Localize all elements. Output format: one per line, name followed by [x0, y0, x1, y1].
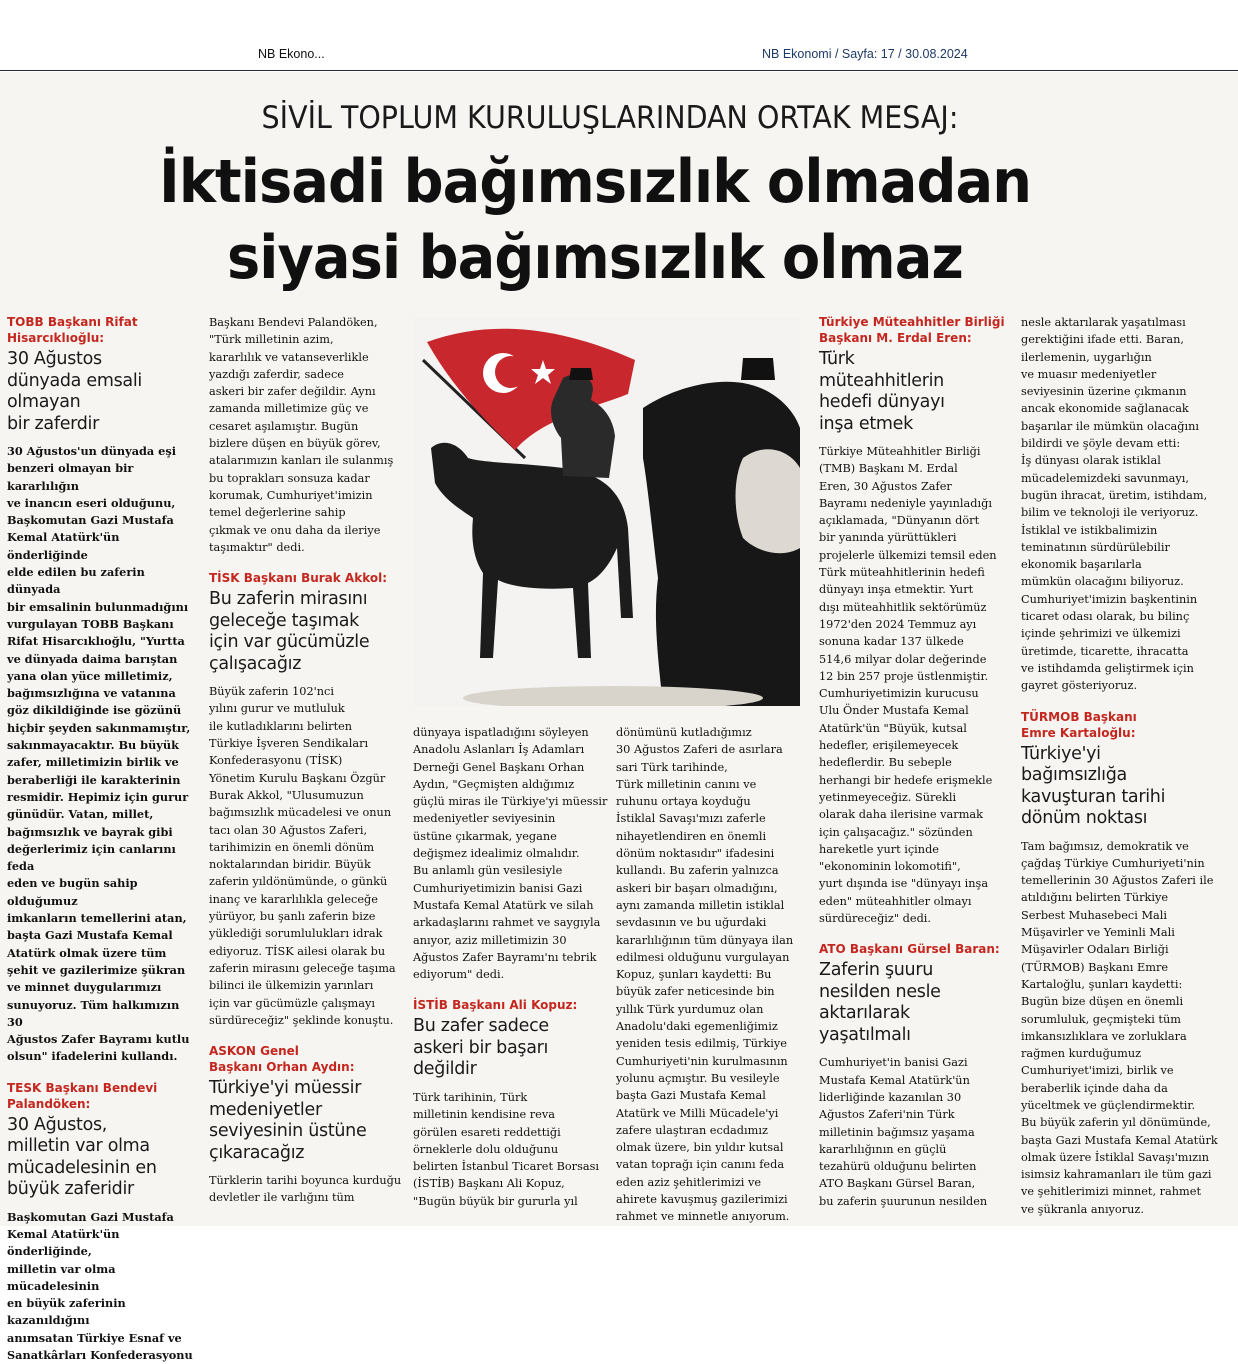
horse-head-white: [736, 449, 801, 553]
speaker-label: TOBB Başkanı Rifat: [7, 315, 138, 329]
headline-line-2: siyasi bağımsızlık olmaz: [227, 223, 963, 293]
column-3: [413, 724, 609, 1210]
speaker-label: Türkiye Müteahhitler Birliği: [819, 315, 1005, 329]
speaker-label: Başkanı M. Erdal Eren:: [819, 331, 972, 345]
speaker-label: Emre Kartaloğlu:: [1021, 725, 1136, 740]
column-5: [819, 314, 1015, 1210]
source-full: NB Ekonomi / Sayfa: 17 / 30.08.2024: [762, 47, 968, 61]
clipping-header: [0, 0, 1238, 71]
body-text: Başkanı Bendevi Palandöken, "Türk milletinin azim, kararlılık ve vatanseverlikle yazdığı zaferdir, sadece askeri bir zafer değildir. Aynı zamanda milletimize güç ve cesaret aşılamıştır. Bugün bizlere düşen en büyük görev, atalarımızın kanları ile sulanmış bu toprakları sonsuza kadar korumak, Cumhuriyet'imizin temel değerlerine sahip çıkmak ve onu daha da ileriye taşımaktır" dedi.: [209, 316, 394, 554]
speaker-label: ATO Başkanı Gürsel Baran:: [819, 942, 1000, 957]
body-text: Türklerin tarihi boyunca kurduğu devletler ile varlığını tüm: [209, 1174, 402, 1205]
subheading: Zaferin şuuru nesilden nesle aktarılarak yaşatılmalı: [819, 960, 941, 1045]
column-6: [1021, 314, 1226, 1218]
speaker-label: Hisarcıklıoğlu:: [7, 331, 105, 345]
subheading: Türkiye'yi müessir medeniyetler seviyesinin üstüne çıkaracağız: [209, 1078, 367, 1163]
speaker-label: İSTİB Başkanı Ali Kopuz:: [413, 998, 578, 1013]
subheading: Türkiye'yi bağımsızlığa kavuşturan tarihi dönüm noktası: [1021, 743, 1166, 829]
body-text: nesle aktarılarak yaşatılması gerektiğini ifade etti. Baran, ilerlemenin, uygarlığın ve muasır medeniyetler seviyesinin üzerine çıkmanın ancak ekonomide sağlanacak başarılar ile mümkün olacağını bildirdi ve şöyle devam etti: İş dünyası olarak istiklal mücadelemizdeki savunmayı, bugün ihracat, üretim, istihdam, bilim ve teknoloji ile veriyoruz. İstiklal ve istikbalimizin teminatının sürdürülebilir ekonomik başarılarla mümkün olacağını biliyoruz. Cumhuriyet'imizin başkentinin ticaret odası olarak, bu bilinç içinde şehrimizi ve ülkemizi üretimde, ticarette, ihracatta ve istihdamda geliştirmek için gayret gösteriyoruz.: [1021, 316, 1208, 693]
speaker-label: TESK Başkanı Bendevi: [7, 1080, 158, 1095]
speaker-label: Başkanı Orhan Aydın:: [209, 1060, 355, 1075]
ataturk-cavalry-photo: [413, 318, 800, 706]
speaker-label: Palandöken:: [7, 1096, 91, 1111]
body-text: Türkiye Müteahhitler Birliği (TMB) Başkanı M. Erdal Eren, 30 Ağustos Zafer Bayramı nedeniyle yayınladığı açıklamada, "Dünyanın dört bir yanında yürüttükleri projelerle ülkemizi temsil eden Türk müteahhitlerinin hedefi dünyayı inşa etmektir. Yurt dışı müteahhitlik sektörümüz 1972'den 2024 Temmuz ayı sonuna kadar 137 ülkede 514,6 milyar dolar değerinde 12 bin 257 proje üstlenmiştir. Cumhuriyetimizin kurucusu Ulu Önder Mustafa Kemal Atatürk'ün "Büyük, kutsal hedefler, erişilemeyecek hedeflerdir. Bu sebeple herhangi bir hedefe erişmekle yetinmeyeceğiz. Sürekli olarak daha ilerisine varmak için çalışacağız." sözünden hareketle yurt içinde "ekonominin lokomotifi", yurt dışında ise "dünyayı inşa eden" müteahhitler olmayı sürdüreceğiz" dedi.: [819, 445, 997, 926]
body-text: Tam bağımsız, demokratik ve çağdaş Türkiye Cumhuriyeti'nin temellerinin 30 Ağustos Zaferi ile atıldığını belirten Türkiye Serbest Muhasebeci Mali Müşavirler ve Yeminli Mali Müşavirler Odaları Birliği (TÜRMOB) Başkanı Emre Kartaloğlu, şunları kaydetti: Bugün bize düşen en önemli sorumluluk, geçmişteki tüm imkansızlıklara ve zorluklara rağmen kurduğumuz Cumhuriyet'imizi, birlik ve beraberlik içinde daha da yüceltmek ve güçlendirmektir. Bu büyük zaferin yıl dönümünde, başta Gazi Mustafa Kemal Atatürk olmak üzere İstiklal Savaşı'mızın isimsiz kahramanları ile tüm gazi ve şehitlerimizi minnet, rahmet ve şükranla anıyoruz.: [1021, 839, 1218, 1216]
source-short: NB Ekono...: [258, 47, 325, 61]
body-text: 30 Ağustos'un dünyada eşi benzeri olmayan bir kararlılığın ve inancın eseri olduğunu, Başkomutan Gazi Mustafa Kemal Atatürk'ün önderliğinde elde edilen bu zaferin dünyada bir emsalinin bulunmadığını vurgulayan TOBB Başkanı Rifat Hisarcıklıoğlu, "Yurtta ve dünyada daima barıştan yana olan yüce milletimiz, bağımsızlığına ve vatanına göz dikildiğinde ise gözünü hiçbir şeyden sakınmamıştır, sakınmayacaktır. Bu büyük zafer, milletimizin birlik ve beraberliği ile karakterinin resmidir. Hepimiz için gurur günüdür. Vatan, millet, bağımsızlık ve bayrak gibi değerlerimiz için canlarını feda eden ve bugün sahip olduğumuz imkanların temellerini atan, başta Gazi Mustafa Kemal Atatürk olmak üzere tüm şehit ve gazilerimize şükran ve minnet duygularımızı sunuyoruz. Tüm halkımızın 30 Ağustos Zafer Bayramı kutlu olsun" ifadelerini kullandı.: [7, 444, 191, 1064]
subheading: Bu zafer sadece askeri bir başarı değildir: [413, 1016, 549, 1080]
column-2: [209, 314, 405, 1207]
headline-line-1: İktisadi bağımsızlık olmadan: [159, 147, 1031, 217]
body-text: Başkomutan Gazi Mustafa Kemal Atatürk'ün önderliğinde, milletin var olma mücadelesinin en büyük zaferinin kazanıldığını anımsatan Türkiye Esnaf ve Sanatkârları Konfederasyonu: [7, 1209, 193, 1363]
speaker-label: TİSK Başkanı Burak Akkol:: [209, 571, 388, 586]
speaker-label: TÜRMOB Başkanı: [1021, 709, 1137, 724]
speaker-label: ASKON Genel: [209, 1044, 299, 1059]
body-text: dünyaya ispatladığını söyleyen Anadolu Aslanları İş Adamları Derneği Genel Başkanı Orhan Aydın, "Geçmişten aldığımız güçlü miras ile Türkiye'yi müessir medeniyetler seviyesinin üstüne çıkarmak, yegane değişmez idealimiz olmalıdır. Bu anlamlı gün vesilesiyle Cumhuriyetimizin banisi Gazi Mustafa Kemal Atatürk ve silah arkadaşlarını rahmet ve saygıyla anıyor, aziz milletimizin 30 Ağustos Zafer Bayramı'nı tebrik ediyorum" dedi.: [413, 726, 608, 982]
body-text: Türk tarihinin, Türk milletinin kendisine reva görülen esareti reddettiği örneklerle dolu olduğunu belirten İstanbul Ticaret Borsası (İSTİB) Başkanı Ali Kopuz, "Bugün büyük bir gururla yıl: [413, 1090, 600, 1208]
body-text: Büyük zaferin 102'nci yılını gurur ve mutluluk ile kutladıklarını belirten Türkiye İşveren Sendikaları Konfederasyonu (TİSK) Yönetim Kurulu Başkanı Özgür Burak Akkol, "Ulusumuzun bağımsızlık mücadelesi ve onun tacı olan 30 Ağustos Zaferi, tarihimizin en önemli dönüm noktalarından biridir. Büyük zaferin yıldönümünde, o günkü inanç ve kararlılıkla geleceğe yürüyor, bu şanlı zaferin bize yüklediği sorumlulukları idrak ediyoruz. TİSK ailesi olarak bu zaferin mirasını geleceğe taşıma bilinci ile ülkemizin yarınları için var gücümüzle çalışmayı sürdüreceğiz" şeklinde konuştu.: [209, 685, 396, 1027]
article-kicker: SİVİL TOPLUM KURULUŞLARINDAN ORTAK MESAJ:: [261, 100, 959, 136]
photo-illustration: [413, 318, 800, 706]
body-text: Cumhuriyet'in banisi Gazi Mustafa Kemal Atatürk'ün liderliğinde kazanılan 30 Ağustos Zaferi'nin Türk milletinin bağımsız yaşama kararlılığının en güçlü tezahürü olduğunu belirten ATO Başkanı Gürsel Baran, bu zaferin şuurunun nesilden: [819, 1056, 988, 1208]
subheading: Türk müteahhitlerin hedefi dünyayı inşa etmek: [819, 349, 945, 434]
column-4: [616, 724, 812, 1226]
subheading: Bu zaferin mirasını geleceğe taşımak için var gücümüzle çalışacağız: [209, 589, 370, 674]
column-1: [7, 314, 197, 1364]
subheading: 30 Ağustos, milletin var olma mücadelesinin en büyük zaferidir: [7, 1114, 157, 1200]
subheading: 30 Ağustos dünyada emsali olmayan bir zaferdir: [7, 349, 142, 434]
body-text: dönümünü kutladığımız 30 Ağustos Zaferi de asırlara sari Türk tarihinde, Türk milletinin canını ve ruhunu ortaya koyduğu İstiklal Savaşı'mızı zaferle nihayetlendiren en önemli dönüm noktasıdır" ifadesini kullandı. Bu zaferin yalnızca askeri bir başarı olmadığını, aynı zamanda milletin istiklal sevdasının ve bu uğurdaki kararlılığının tüm dünyaya ilan edilmesi olduğunu vurgulayan Kopuz, şunları kaydetti: Bu büyük zafer neticesinde bin yıllık Türk yurdumuz olan Anadolu'daki egemenliğimiz yeniden tesis edilmiş, Türkiye Cumhuriyeti'nin kurulmasının yolunu açmıştır. Bu vesileyle başta Gazi Mustafa Kemal Atatürk ve Milli Mücadele'yi zafere ulaştıran ecdadımız olmak üzere, bin yıldır kutsal vatan toprağı için canını feda eden aziz şehitlerimizi ve ahirete kavuşmuş gazilerimizi rahmet ve minnetle anıyorum.: [616, 726, 794, 1224]
